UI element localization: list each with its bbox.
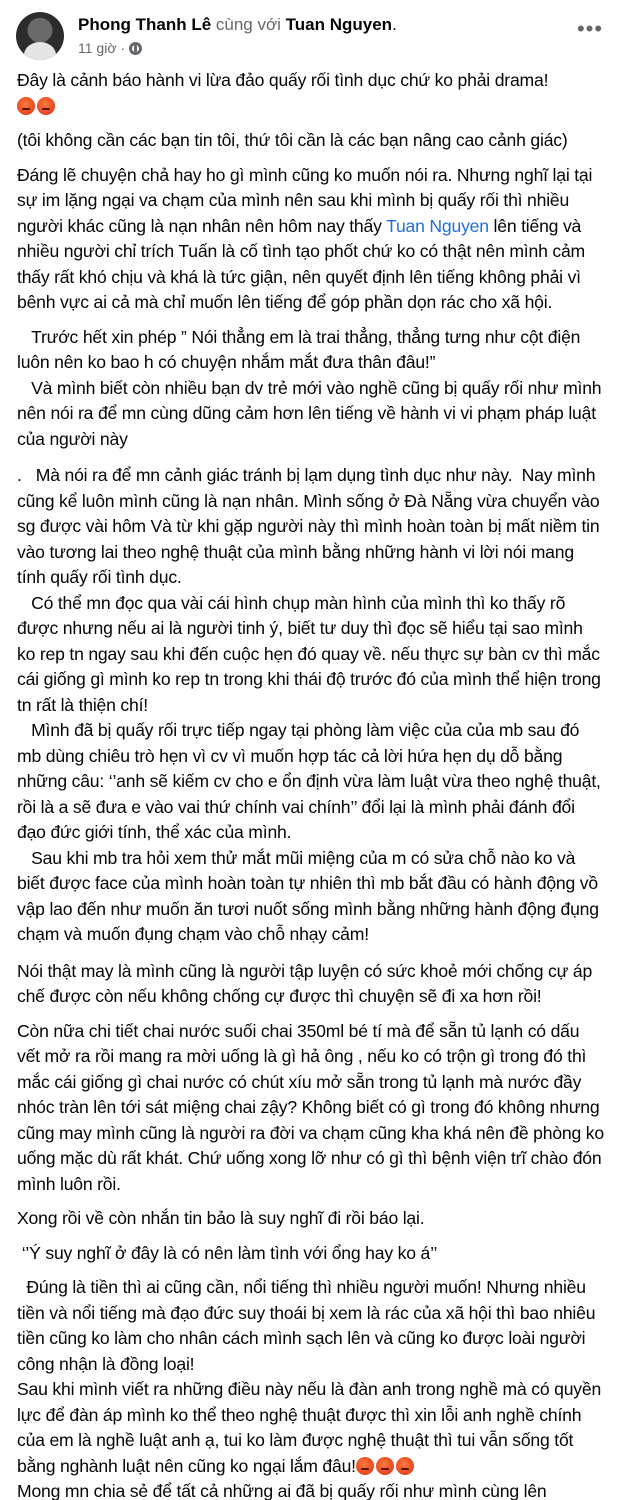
author-name[interactable]: Phong Thanh Lê xyxy=(78,15,212,34)
post-paragraph: Sau khi mình viết ra những điều này nếu là đàn anh trong nghề mà có quyền lực để đàn áp mình ko thể theo nghệ thuật được thì xin lỗi anh nghề chính của em là nghề luật anh ạ, tui ko làm được nghệ thuật thì tui vẫn sống tốt bằng nghành luật nên cũng ko ngại lắm đâu! xyxy=(17,1379,602,1476)
post-paragraph: Đúng là tiền thì ai cũng cần, nổi tiếng thì nhiều người muốn! Nhưng nhiều tiền và nổi tiếng mà đạo đức suy thoái bị xem là rác của xã hội thì bao nhiêu tiền cũng ko làm cho nhân cách mình sạch lên và cũng ko được loài người công nhận là đồng loại! xyxy=(17,1277,601,1374)
post-paragraph: Có thể mn đọc qua vài cái hình chụp màn hình của mình thì ko thấy rõ được nhưng nếu ai là người tinh ý, biết tư duy thì đọc sẽ hiểu tại sao mình ko rep tn ngay sau khi đến cuộc hẹn đó quay về. nếu thực sự bàn cv thì mắc cái giống gì mình ko rep tn trong khi thái độ trước đó của mình thể hiện trong tn rất là thiện chí! xyxy=(17,592,606,715)
tagged-name[interactable]: Tuan Nguyen xyxy=(285,15,393,34)
tagged-suffix: . xyxy=(392,15,397,34)
angry-face-icon xyxy=(37,97,55,115)
avatar[interactable] xyxy=(16,12,64,60)
post-paragraph: Trước hết xin phép ” Nói thẳng em là trai thẳng, thẳng tưng như cột điện luôn nên ko bao h có chuyện nhắm mắt đưa thân đâu!” xyxy=(17,326,585,372)
angry-face-icon xyxy=(376,1457,394,1475)
post-paragraph: Xong rồi về còn nhắn tin bảo là suy nghĩ đi rồi báo lại. xyxy=(17,1208,425,1228)
post-paragraph: Nói thật may là mình cũng là người tập luyện có sức khoẻ mới chống cự áp chế được còn nếu không chống cự được thì chuyện sẽ đi xa hơn rồi! xyxy=(17,960,593,1006)
post-paragraph: (tôi không cần các bạn tin tôi, thứ tôi cần là các bạn nâng cao cảnh giác) xyxy=(17,130,568,150)
post-header xyxy=(16,10,604,58)
mention-link[interactable]: Tuan Nguyen xyxy=(386,215,489,236)
with-text: cùng với xyxy=(215,15,281,34)
post-paragraph: Còn nữa chi tiết chai nước suối chai 350ml bé tí mà để sẵn tủ lạnh có dấu vết mở ra rồi mang ra mời uống là gì hả ông , nếu ko có trộn gì trong đó thì mắc cái giống gì chai nước có chút xíu mở sẵn trong tủ lạnh mà nước đầy nhóc tràn lên tới sát miệng chai zậy? Không biết có gì trong đó không nhưng cũng may mình cũng là người ra đời va chạm cũng kha khá nên đề phòng ko uống mặc dù rất khát. Chứ uống xong lỡ như có gì thì bệnh viện trĩ chào đón mình luôn rồi. xyxy=(17,1020,604,1194)
post-paragraph: Mong mn chia sẻ để tất cả những ai đã bị quấy rối như mình cùng lên xyxy=(17,1481,547,1500)
post-paragraph: Đáng lẽ chuyện chả hay ho gì mình cũng ko muốn nói ra. Nhưng nghĩ lại tại sự im lặng ngại va chạm của mình nên sau khi mình bị quấy rối thì nhiều người khác cũng là nạn nhân nên hôm nay thấy Tuan Nguyen lên tiếng và nhiều người chỉ trích Tuấn là cố tình tạo phốt chứ ko có thật nên mình cảm thấy rất khó chịu và khá là tức giận, nên quyết định lên tiếng không phải vì bênh vực ai cả mà chỉ muốn lên tiếng để góp phần dọn rác cho xã hội. xyxy=(17,164,593,312)
post-paragraph: Mình đã bị quấy rối trực tiếp ngay tại phòng làm việc của của mb sau đó mb dùng chiêu trò hẹn vì cv vì muốn hợp tác cả lời hứa hẹn dụ dỗ bằng những câu: ‘’anh sẽ kiếm cv cho e ổn định vừa làm luật vừa theo nghệ thuật, rồi là a sẽ đưa e vào vai thứ chính vai chính’’ đổi lại là mình phải đánh đổi đạo đức giới tính, thể xác của mình. xyxy=(17,720,606,842)
angry-face-icon xyxy=(17,97,35,115)
globe-icon[interactable] xyxy=(129,42,142,55)
post-paragraph: Đây là cảnh báo hành vi lừa đảo quấy rối tình dục chứ ko phải drama! xyxy=(17,68,605,119)
post-time[interactable]: 11 giờ xyxy=(78,40,117,56)
post-paragraph: Và mình biết còn nhiều bạn dv trẻ mới vào nghề cũng bị quấy rối như mình nên nói ra để mn cùng dũng cảm hơn lên tiếng về hành vi vi phạm pháp luật của người này xyxy=(17,377,607,449)
post-body xyxy=(17,68,605,1500)
meta-dot: · xyxy=(120,40,126,56)
post-paragraph: . Mà nói ra để mn cảnh giác tránh bị lạm dụng tình dục như này. Nay mình cũng kể luôn mình cũng là nạn nhân. Mình sống ở Đà Nẵng vừa chuyển vào sg được vài hôm Và từ khi gặp người này thì mình hoàn toàn bị mất niềm tin vào tương lai theo nghệ thuật của mình bằng những hành vi lời nói mang tính quấy rối tình dục. xyxy=(17,465,605,587)
angry-face-icon xyxy=(396,1457,414,1475)
post-author-line xyxy=(78,14,397,36)
more-options-icon[interactable]: ••• xyxy=(576,16,604,41)
angry-face-icon xyxy=(356,1457,374,1475)
post-paragraph: Sau khi mb tra hỏi xem thử mắt mũi miệng của m có sửa chỗ nào ko và biết được face của mình hoàn toàn tự nhiên thì mb bắt đầu có hành động vồ vập lao đến như muốn ăn tươi nuốt sống mình bằng những hành động đụng chạm và muốn đụng chạm vào chỗ nhạy cảm! xyxy=(17,847,604,944)
post-meta xyxy=(78,39,142,57)
post-paragraph: ‘’Ý suy nghĩ ở đây là có nên làm tình với ổng hay ko á’’ xyxy=(17,1242,438,1263)
